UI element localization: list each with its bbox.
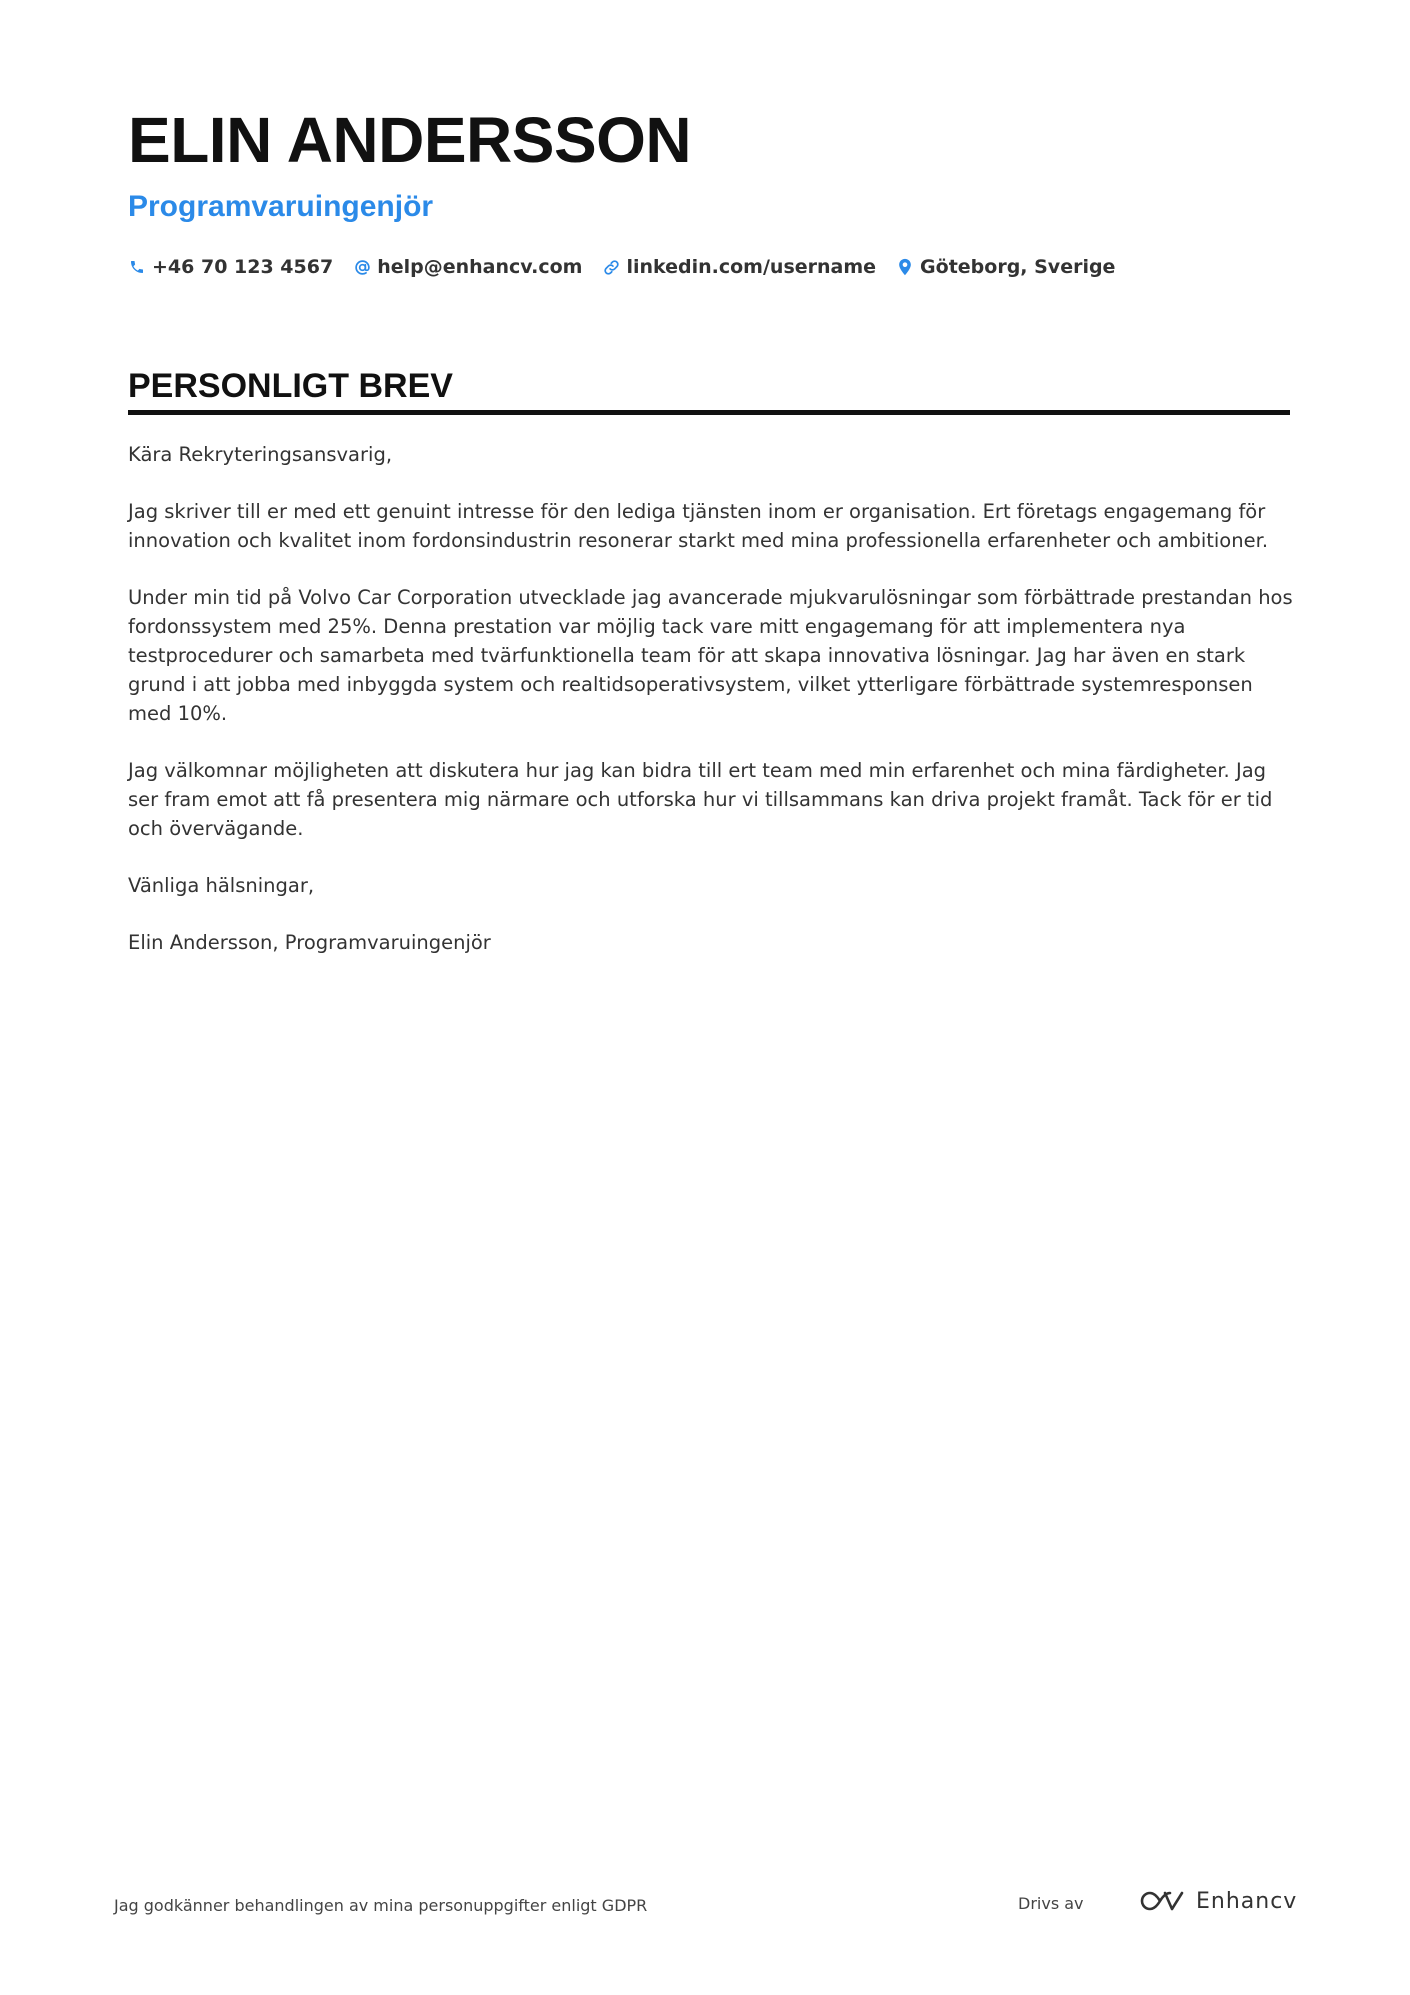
job-title: Programvaruingenjör bbox=[128, 190, 434, 223]
letter-signature: Elin Andersson, Programvaruingenjör bbox=[128, 931, 491, 954]
linkedin-link[interactable]: linkedin.com/username bbox=[626, 256, 877, 278]
email-address[interactable]: help@enhancv.com bbox=[377, 256, 583, 278]
letter-greeting: Kära Rekryteringsansvarig, bbox=[128, 443, 393, 466]
section-divider bbox=[128, 410, 1290, 415]
applicant-name: ELIN ANDERSSON bbox=[128, 104, 692, 176]
at-icon bbox=[353, 258, 371, 276]
contact-location bbox=[896, 256, 1115, 278]
letter-paragraph: Under min tid på Volvo Car Corporation utvecklade jag avancerade mjukvarulösningar som förbättrade prestandan hos fordonssystem med 25%. Denna prestation var möjlig tack vare mitt engagemang för att implementera nya testprocedurer och samarbeta med tvärfunktionella team för att skapa innovativa lösningar. Jag har även en stark grund i att jobba med inbyggda system och realtidsoperativsystem, vilket ytterligare förbättrade systemresponsen med 10%. bbox=[128, 586, 1293, 725]
contact-email bbox=[353, 256, 582, 278]
enhancv-logo-icon bbox=[1138, 1888, 1186, 1914]
enhancv-brand[interactable] bbox=[1138, 1888, 1297, 1914]
letter-paragraph: Jag välkomnar möjligheten att diskutera hur jag kan bidra till ert team med min erfarenhet och mina färdigheter. Jag ser fram emot att få presentera mig närmare och utforska hur vi tillsammans kan driva projekt framåt. Tack för er tid och övervägande. bbox=[128, 759, 1273, 840]
letter-paragraph: Jag skriver till er med ett genuint intresse för den lediga tjänsten inom er organisation. Ert företags engagemang för innovation och kvalitet inom fordonsindustrin resonerar starkt med mina professionella erfarenheter och ambitioner. bbox=[128, 500, 1269, 552]
location-pin-icon bbox=[896, 258, 914, 276]
contact-phone bbox=[128, 256, 333, 278]
powered-by-label: Drivs av bbox=[1018, 1894, 1084, 1913]
phone-number[interactable]: +46 70 123 4567 bbox=[152, 256, 334, 278]
gdpr-consent-note: Jag godkänner behandlingen av mina personuppgifter enligt GDPR bbox=[114, 1896, 648, 1915]
contact-linkedin bbox=[602, 256, 876, 278]
letter-body bbox=[128, 440, 1293, 985]
section-title: PERSONLIGT BREV bbox=[128, 367, 453, 405]
contact-bar bbox=[128, 255, 1135, 279]
link-icon bbox=[602, 258, 620, 276]
letter-closing: Vänliga hälsningar, bbox=[128, 874, 315, 897]
brand-name: Enhancv bbox=[1196, 1888, 1298, 1914]
phone-icon bbox=[128, 258, 146, 276]
location-text: Göteborg, Sverige bbox=[920, 256, 1116, 278]
